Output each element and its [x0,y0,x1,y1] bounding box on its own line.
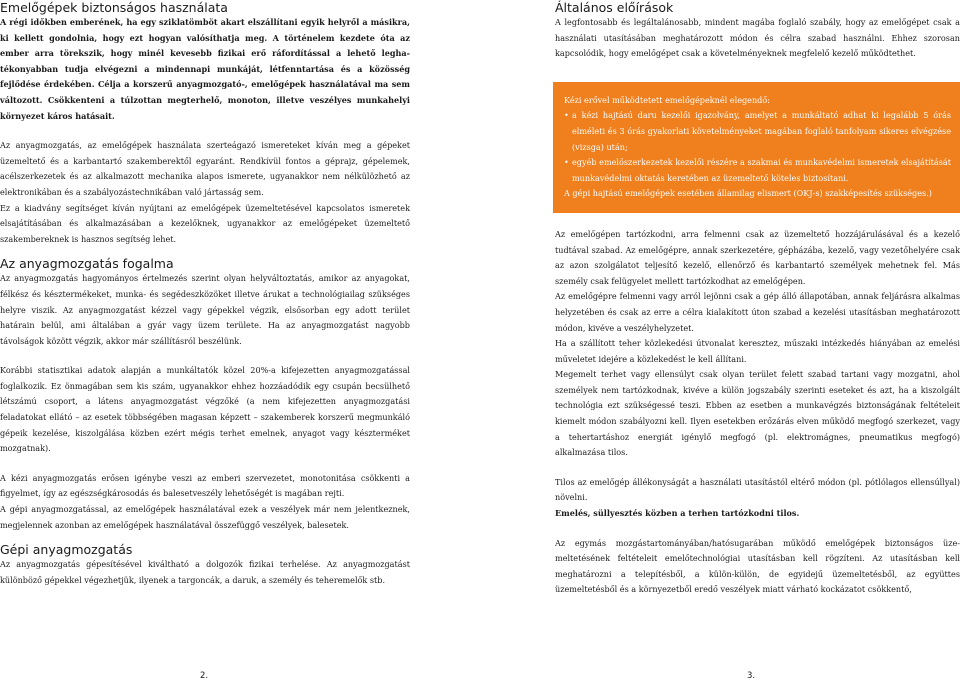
paragraph: Ha a szállított teher közlekedési útvonalat keresztez, műszaki intézkedés hiányában az emelési műveletet idejére a közlekedést le kell állítani. [555,338,960,364]
page-title: Emelőgépek biztonságos használata [0,0,228,15]
paragraph: A legfontosabb és legáltalánosabb, mindent magába foglaló szabály, hogy az emelőgépet csak a használati utasításában meghatározott módon és célra szabad használni. Ehhez szorosan kapcsolódik, hogy emelőgépet csak a követelményeknek megfelelő kezelő működtethet. [555,17,960,59]
warning-paragraph: Emelés, süllyesztés közben a terhen tartózkodni tilos. [555,508,800,519]
intro-paragraph: A régi időkben emberének, ha egy sziklatömböt akart elszállítani egyik helyről a másikra, ki kellett gondolnia, hogy ezt hogyan valósíthatja meg. A történelem kezdete óta az ember arra törekszik, hogy minél kevesebb fizikai erő ráfordítással a lehető leghatékonyabban tudja elvégezni a mindennapi munkáját, létfenntartása és a közösség fejlődése érdekében. Célja a korszerű anyagmozgató-, emelőgépek használatával ma sem változott. Csökkenteni a túlzottan megterhelő, monoton, illetve veszélyes munkahelyi környezet káros hatásait. [0,17,410,121]
page-number-left: 2. [200,671,209,681]
section-heading-altalanos: Általános előírások [555,0,674,15]
paragraph: Az anyagmozgatás hagyományos értelmezés szerint olyan helyváltoztatás, amikor az anyagokat, félkész és késztermékeket, munka- és segédeszközöket illetve árukat a technológiailag szükséges helyre viszik. Az anyagmozgatást kézzel vagy gépekkel végzik, elsősorban egy adott terület határain belül, ami általában a gyár vagy üzem területe. Ha az anyagmozgatást nagyobb távolságok között végzik, akkor már szállításról beszélünk. [0,273,410,346]
orange-info-box [553,82,960,213]
list-item: • egyéb emelőszerkezetek kezelői részére a szakmai és munkavédelmi ismeretek elsajátítását munkavédelmi oktatás keretében az üzemeltető köteles biztosítani. [564,155,951,186]
paragraph: Az anyagmozgatás gépesítésével kiváltható a dolgozók fizikai terhelése. Az anyagmozgatást különböző gépekkel végezhetjük, ilyenek a targoncák, a daruk, a személy és teheremelők stb. [0,559,410,585]
paragraph: A kézi anyagmozgatás erősen igénybe veszi az emberi szervezetet, monotonitása csökkenti a figyelmet, így az egészségkárosodás és balesetveszély lehetőségét is magában rejti. [0,472,410,499]
paragraph: Megemelt terhet vagy ellensúlyt csak olyan terület felett szabad tartani vagy mozgatni, ahol személyek nem tartózkodnak, kivéve a külön jogszabály szerinti eseteket és azt, ha a kiszolgált technológia ezt szükségessé teszi. Ebben az esetben a munkavégzés biztonságának feltételeit kiemelt módon szabályozni kell. Ilyen esetekben erőzárás elven működő megfogó szerkezet, vagy a tehertartáshoz energiát igénylő megfogó (pl. elektromágnes, pneumatikus megfogó) alkalmazása tilos. [555,369,960,458]
paragraph: Az emelőgépre felmenni vagy arról lejönni csak a gép álló állapotában, annak feljárásra alkalmas helyzetében és csak az erre a célra kialakított úton szabad a kezelési utasításban meghatározott módon, kivéve a veszélyhelyzetet. [555,291,960,333]
paragraph: A gépi anyagmozgatással, az emelőgépek használatával ezek a veszélyek már nem jelentkeznek, megjelennek azonban az emelőgépek használatával összefüggő veszélyek, balesetek. [0,504,410,530]
page-number-right: 3. [747,671,756,681]
paragraph: Az egymás mozgástartományában/hatósugarában működő emelőgépek biztonságos üzemeltetésének feltételeit emelőtechnológiai utasításban kell rögzíteni. Az utasításban kell meghatározni a telepítésből, a külön-külön, de egyidejű üzemeltetésből, az együttes üzemeltetésből és a környezetből eredő veszélyek miatt várható kockázatot csökkentő, [555,537,960,595]
list-item: • a kézi hajtású daru kezelői igazolvány, amelyet a munkáltató adhat ki legalább 5 órás elméleti és 3 órás gyakorlati követelményeket magában foglaló tanfolyam sikeres elvégzése (vizsga) után; [564,108,951,155]
section-heading-fogalma: Az anyagmozgatás fogalma [0,256,174,272]
paragraph: Korábbi statisztikai adatok alapján a munkáltatók közel 20%-a kifejezetten anyagmozgatással foglalkozik. Ez önmagában sem kis szám, ugyanakkor ehhez hozzáadódik egy csupán becsülhető létszámú csoport, a látens anyagmozgatást végzőké (a nem kifejezetten anyagmozgatási feladatokat ellátó – az esetek többségében magasan képzett – szakemberek korszerű megmunkáló gépeik kezelése, kiszolgálása közben ezért mégis terhet emelnek, anyagot vagy készterméket mozgatnak). [0,365,410,454]
info-box-list [564,108,951,186]
right-page [555,0,960,598]
paragraph: Ez a kiadvány segítséget kíván nyújtani az emelőgépek üzemeltetésével kapcsolatos ismeretek elsajátításában és alkalmazásában a kezelőknek, ugyanakkor az emelőgépeket üzemeltető szakembereknek is hasznos segítség lehet. [0,202,410,244]
info-box-footer: A gépi hajtású emelőgépek esetében államilag elismert (OKJ-s) szakképesítés szükséges.) [564,188,932,199]
info-box-heading: Kézi erővel működtetett emelőgépeknél elegendő: [564,94,770,105]
paragraph: Tilos az emelőgép állékonyságát a használati utasítástól eltérő módon (pl. pótlólagos ellensúllyal) növelni. [555,476,960,503]
left-page [0,0,410,588]
section-heading-gepi: Gépi anyagmozgatás [0,542,133,558]
paragraph: Az anyagmozgatás, az emelőgépek használata szerteágazó ismereteket kíván meg a gépeket üzemeltető és a karbantartó szakemberektől egyaránt. Rendkívül fontos a géprajz, gépelemek, acélszerkezetek és az alkalmazott mechanika alapos ismerete, ugyanakkor nem nélkülözhető az elektronikában és a szabályozástechnikában való jártasság sem. [0,140,410,197]
paragraph: Az emelőgépen tartózkodni, arra felmenni csak az üzemeltető hozzájárulásával és a kezelő tudtával szabad. Az emelőgépre, annak szerkezetére, gépházába, kezelő, vagy vezetőhelyére csak az azon szolgálatot teljesítő kezelő, ellenőrző és karbantartó személyek mehetnek fel. Más személy csak felügyelet mellett tartózkodhat az emelőgépen. [555,228,960,286]
